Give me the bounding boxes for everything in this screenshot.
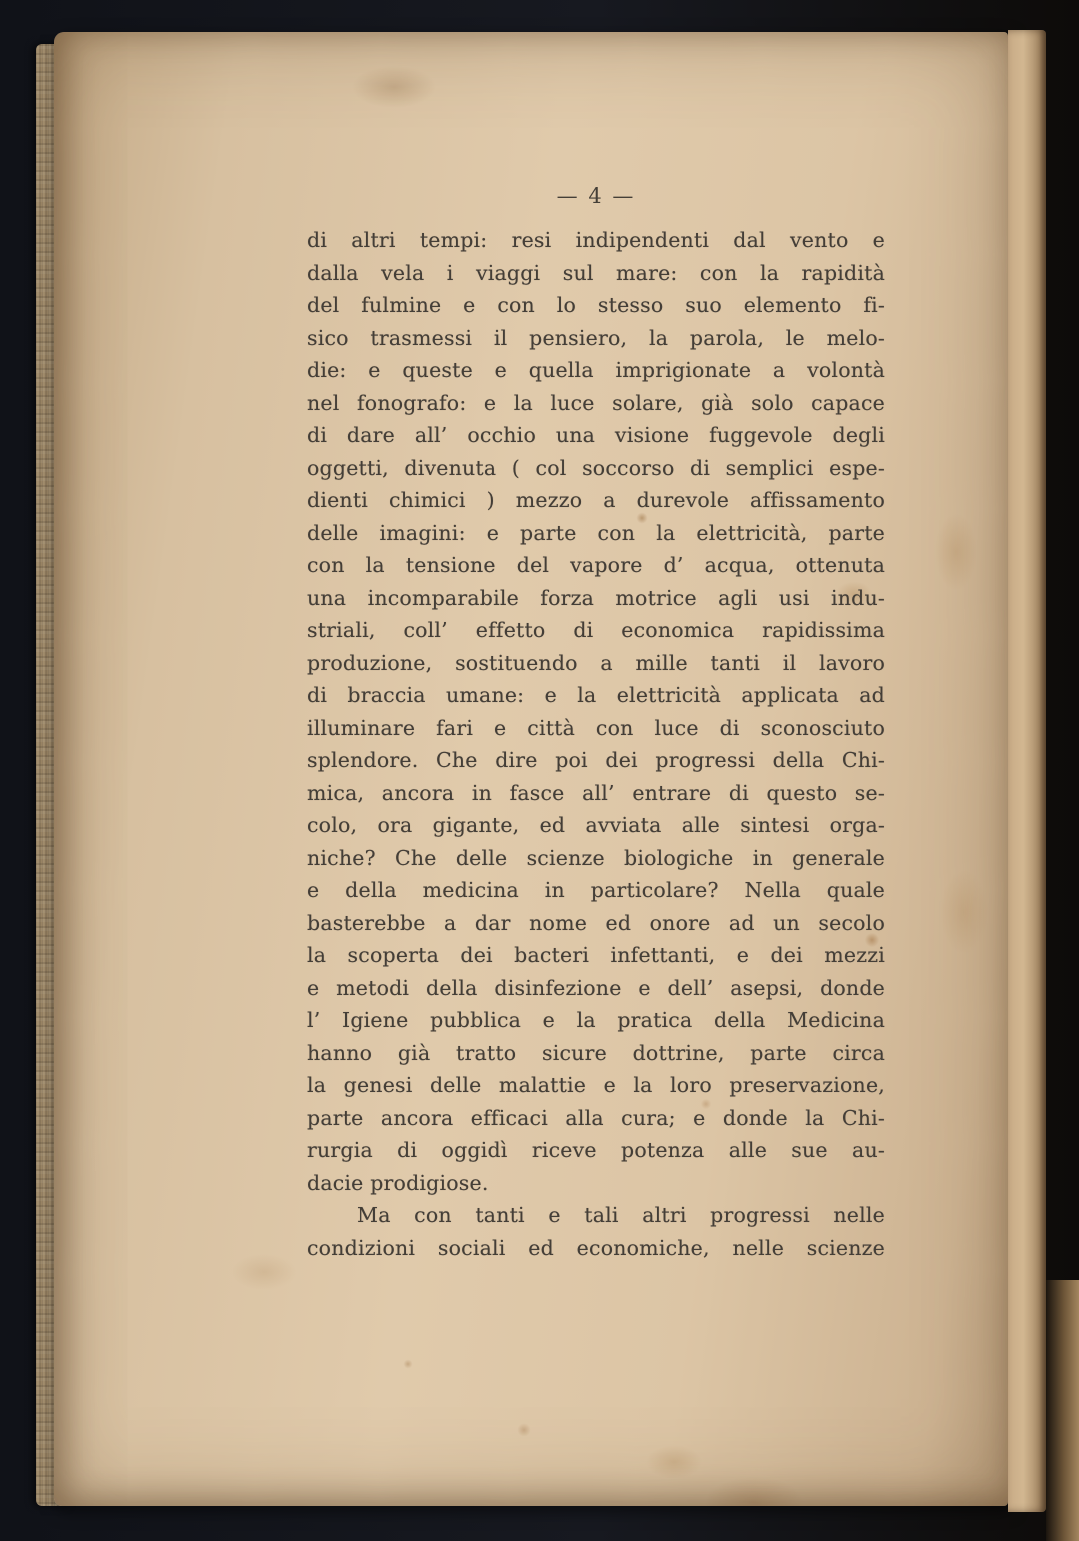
page-text-block: [307, 224, 885, 1264]
text-line: colo, ora gigante, ed avviata alle sintesi orga-: [307, 813, 885, 837]
text-line: una incomparabile forza motrice agli usi indu-: [307, 585, 885, 610]
text-line: splendore. Che dire poi dei progressi della Chi-: [307, 748, 885, 772]
text-line: condizioni sociali ed economiche, nelle scienze: [307, 1235, 885, 1260]
text-line: hanno già tratto sicure dottrine, parte circa: [307, 1040, 885, 1065]
text-line: Ma con tanti e tali altri progressi nelle: [357, 1203, 885, 1227]
book-page: [54, 32, 1008, 1506]
text-line: la genesi delle malattie e la loro preservazione,: [307, 1073, 885, 1097]
text-line: di braccia umane: e la elettricità applicata ad: [307, 683, 885, 707]
text-line: dacie prodigiose.: [307, 1170, 489, 1195]
text-line: l’ Igiene pubblica e la pratica della Medicina: [307, 1008, 885, 1032]
text-line: mica, ancora in fasce all’ entrare di questo se-: [307, 780, 885, 805]
text-line: rurgia di oggidì riceve potenza alle sue au-: [307, 1138, 885, 1162]
text-line: e della medicina in particolare? Nella quale: [307, 878, 885, 902]
text-line: e metodi della disinfezione e dell’ asepsi, donde: [307, 975, 885, 1000]
text-line: die: e queste e quella imprigionate a volontà: [307, 358, 885, 382]
text-line: niche? Che delle scienze biologiche in generale: [307, 845, 885, 870]
text-line: con la tensione del vapore d’ acqua, ottenuta: [307, 553, 885, 577]
text-line: illuminare fari e città con luce di sconosciuto: [307, 715, 885, 740]
text-line: delle imagini: e parte con la elettricità, parte: [307, 520, 885, 545]
text-line: striali, coll’ effetto di economica rapidissima: [307, 618, 885, 642]
text-line: nel fonografo: e la luce solare, già solo capace: [307, 390, 885, 415]
text-line: del fulmine e con lo stesso suo elemento fi-: [307, 293, 885, 317]
text-line: dalla vela i viaggi sul mare: con la rapidità: [307, 260, 885, 285]
text-line: basterebbe a dar nome ed onore ad un secolo: [307, 910, 885, 935]
book-cover-edge: [1046, 1280, 1079, 1541]
text-line: di altri tempi: resi indipendenti dal vento e: [307, 228, 885, 252]
text-line: la scoperta dei bacteri infettanti, e dei mezzi: [307, 943, 885, 967]
text-line: oggetti, divenuta ( col soccorso di semplici espe-: [307, 455, 885, 480]
underlying-page-edge: [1008, 30, 1046, 1512]
text-line: dienti chimici ) mezzo a durevole affissamento: [307, 488, 885, 512]
text-line: parte ancora efficaci alla cura; e donde la Chi-: [307, 1105, 885, 1130]
text-line: sico trasmessi il pensiero, la parola, le melo-: [307, 325, 885, 350]
text-line: di dare all’ occhio una visione fuggevole degli: [307, 423, 885, 447]
text-line: produzione, sostituendo a mille tanti il lavoro: [307, 650, 885, 675]
page-number: — 4 —: [556, 184, 636, 208]
